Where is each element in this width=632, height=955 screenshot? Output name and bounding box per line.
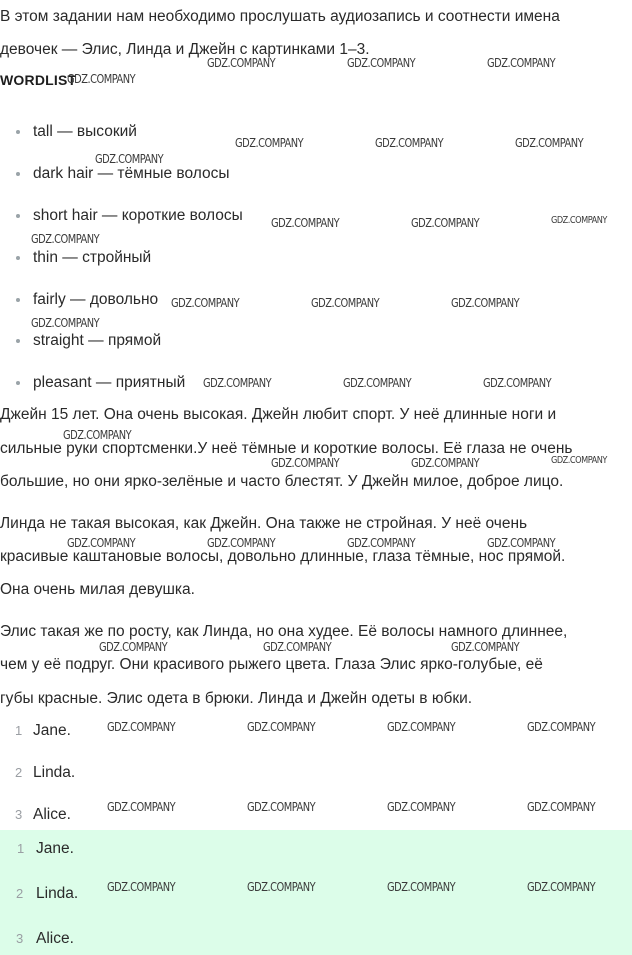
list-number: 2 bbox=[15, 765, 23, 780]
watermark: GDZ.COMPANY bbox=[67, 536, 136, 550]
watermark: GDZ.COMPANY bbox=[271, 456, 340, 470]
intro-line-1: В этом задании нам необходимо прослушать аудиозапись и соотнести имена bbox=[0, 8, 560, 25]
answer-number: 1 bbox=[17, 841, 25, 856]
watermark: GDZ.COMPANY bbox=[247, 880, 316, 894]
list-label: Jane. bbox=[33, 722, 71, 739]
watermark: GDZ.COMPANY bbox=[527, 880, 596, 894]
watermark: GDZ.COMPANY bbox=[171, 296, 240, 310]
paragraph-jane-line: сильные руки спортсменки.У неё тёмные и короткие волосы. Её глаза не очень bbox=[0, 440, 573, 457]
intro-line-2: девочек — Элис, Линда и Джейн с картинками 1–3. bbox=[0, 41, 370, 58]
bullet-icon bbox=[16, 381, 20, 385]
watermark: GDZ.COMPANY bbox=[551, 215, 607, 226]
watermark: GDZ.COMPANY bbox=[551, 455, 607, 466]
watermark: GDZ.COMPANY bbox=[515, 136, 584, 150]
answer-item bbox=[0, 929, 200, 951]
list-label: Alice. bbox=[33, 806, 71, 823]
watermark: GDZ.COMPANY bbox=[347, 56, 416, 70]
answer-number: 2 bbox=[16, 886, 24, 901]
watermark: GDZ.COMPANY bbox=[487, 56, 556, 70]
wordlist-item-label: straight — прямой bbox=[33, 332, 162, 349]
wordlist-item-label: dark hair — тёмные волосы bbox=[33, 165, 230, 182]
paragraph-jane-line: Джейн 15 лет. Она очень высокая. Джейн любит спорт. У неё длинные ноги и bbox=[0, 406, 557, 423]
bullet-icon bbox=[16, 256, 20, 260]
watermark: GDZ.COMPANY bbox=[527, 720, 596, 734]
wordlist-item-label: tall — высокий bbox=[33, 123, 137, 140]
watermark: GDZ.COMPANY bbox=[311, 296, 380, 310]
wordlist-item-label: short hair — короткие волосы bbox=[33, 207, 243, 224]
answer-label: Jane. bbox=[36, 840, 74, 857]
answer-number: 3 bbox=[16, 931, 24, 946]
list-number: 3 bbox=[15, 807, 23, 822]
bullet-icon bbox=[16, 339, 20, 343]
bullet-icon bbox=[16, 172, 20, 176]
watermark: GDZ.COMPANY bbox=[375, 136, 444, 150]
watermark: GDZ.COMPANY bbox=[63, 428, 132, 442]
paragraph-linda-line: Она очень милая девушка. bbox=[0, 581, 195, 598]
wordlist-item-label: pleasant — приятный bbox=[33, 374, 186, 391]
watermark: GDZ.COMPANY bbox=[411, 456, 480, 470]
watermark: GDZ.COMPANY bbox=[487, 536, 556, 550]
paragraph-alice-line: губы красные. Элис одета в брюки. Линда и Джейн одеты в юбки. bbox=[0, 690, 473, 707]
watermark: GDZ.COMPANY bbox=[107, 880, 176, 894]
answer-item bbox=[0, 839, 200, 861]
watermark: GDZ.COMPANY bbox=[411, 216, 480, 230]
bullet-icon bbox=[16, 214, 20, 218]
watermark: GDZ.COMPANY bbox=[263, 640, 332, 654]
list-number: 1 bbox=[15, 723, 23, 738]
watermark: GDZ.COMPANY bbox=[31, 316, 100, 330]
answer-label: Alice. bbox=[36, 930, 74, 947]
watermark: GDZ.COMPANY bbox=[451, 296, 520, 310]
watermark: GDZ.COMPANY bbox=[203, 376, 272, 390]
paragraph-alice-line: чем у её подруг. Они красивого рыжего цвета. Глаза Элис ярко-голубые, её bbox=[0, 656, 543, 673]
bullet-icon bbox=[16, 130, 20, 134]
watermark: GDZ.COMPANY bbox=[247, 720, 316, 734]
watermark: GDZ.COMPANY bbox=[67, 72, 136, 86]
watermark: GDZ.COMPANY bbox=[235, 136, 304, 150]
watermark: GDZ.COMPANY bbox=[107, 720, 176, 734]
paragraph-linda-line: Линда не такая высокая, как Джейн. Она также не стройная. У неё очень bbox=[0, 515, 528, 532]
watermark: GDZ.COMPANY bbox=[207, 56, 276, 70]
bullet-icon bbox=[16, 298, 20, 302]
paragraph-alice-line: Элис такая же по росту, как Линда, но она худее. Её волосы намного длиннее, bbox=[0, 623, 568, 640]
watermark: GDZ.COMPANY bbox=[31, 232, 100, 246]
watermark: GDZ.COMPANY bbox=[483, 376, 552, 390]
wordlist-item-label: fairly — довольно bbox=[33, 291, 159, 308]
watermark: GDZ.COMPANY bbox=[387, 880, 456, 894]
watermark: GDZ.COMPANY bbox=[207, 536, 276, 550]
paragraph-jane-line: большие, но они ярко-зелёные и часто блестят. У Джейн милое, доброе лицо. bbox=[0, 473, 564, 490]
watermark: GDZ.COMPANY bbox=[99, 640, 168, 654]
watermark: GDZ.COMPANY bbox=[347, 536, 416, 550]
watermark: GDZ.COMPANY bbox=[527, 800, 596, 814]
list-item bbox=[0, 763, 200, 785]
answer-label: Linda. bbox=[36, 885, 79, 902]
watermark: GDZ.COMPANY bbox=[387, 800, 456, 814]
watermark: GDZ.COMPANY bbox=[95, 152, 164, 166]
watermark: GDZ.COMPANY bbox=[107, 800, 176, 814]
watermark: GDZ.COMPANY bbox=[271, 216, 340, 230]
watermark: GDZ.COMPANY bbox=[387, 720, 456, 734]
wordlist-heading: WORDLIST bbox=[0, 72, 77, 88]
list-label: Linda. bbox=[33, 764, 76, 781]
watermark: GDZ.COMPANY bbox=[451, 640, 520, 654]
wordlist-item-label: thin — стройный bbox=[33, 249, 152, 266]
paragraph-linda-line: красивые каштановые волосы, довольно длинные, глаза тёмные, нос прямой. bbox=[0, 548, 566, 565]
watermark: GDZ.COMPANY bbox=[343, 376, 412, 390]
watermark: GDZ.COMPANY bbox=[247, 800, 316, 814]
